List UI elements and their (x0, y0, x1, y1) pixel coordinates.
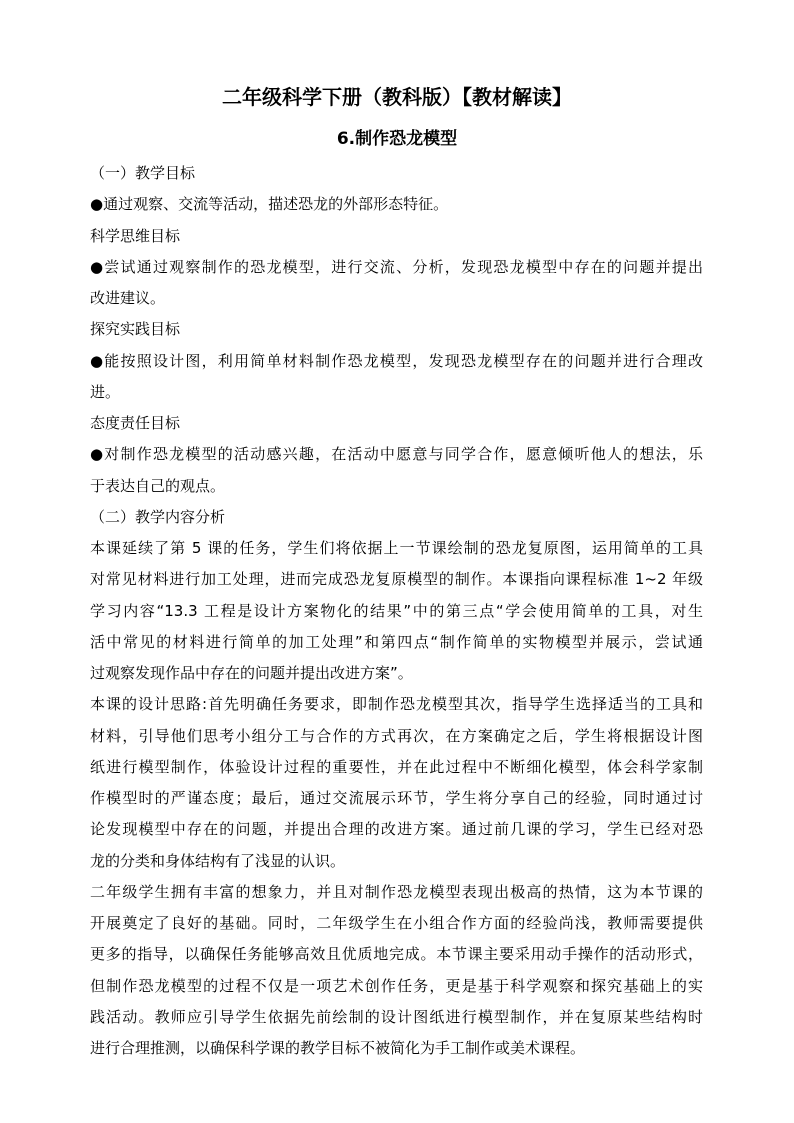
text-line: ●通过观察、交流等活动，描述恐龙的外部形态特征。 (90, 195, 449, 214)
section-teaching-goals (90, 158, 703, 502)
text-line: 更多的指导，以确保任务能够高效且优质地完成。本节课主要采用动手操作的活动形式， (90, 945, 703, 964)
text-line: 践活动。教师应引导学生依据先前绘制的设计图纸进行模型制作，并在复原某些结构时 (90, 1007, 703, 1026)
text-line: ●能按照设计图，利用简单材料制作恐龙模型，发现恐龙模型存在的问题并进行合理改 (90, 351, 703, 370)
paragraph (90, 689, 703, 877)
text-line: 过观察发现作品中存在的问题并提出改进方案”。 (90, 664, 413, 682)
text-line: 进。 (90, 382, 121, 401)
text-line: 学习内容“13.3 工程是设计方案物化的结果”中的第三点“学会使用简单的工具，对生 (90, 601, 703, 620)
document-title: 二年级科学下册（教科版）【教材解读】 (222, 85, 572, 109)
text-line: ●尝试通过观察制作的恐龙模型，进行交流、分析，发现恐龙模型中存在的问题并提出 (90, 257, 703, 276)
text-line: 龙的分类和身体结构有了浅显的认识。 (90, 851, 346, 870)
section-heading: （二）教学内容分析 (90, 507, 226, 526)
text-line: 材料，引导他们思考小组分工与合作的方式再次，在方案确定之后，学生将根据设计图 (90, 726, 703, 745)
text-line: 改进建议。 (90, 289, 166, 307)
text-line: 活中常见的材料进行简单的加工处理”和第四点“制作简单的实物模型并展示，尝试通 (90, 632, 703, 651)
section-content-analysis (90, 502, 703, 1065)
text-line: 纸进行模型制作，体验设计过程的重要性，并在此过程中不断细化模型，体会科学家制 (90, 757, 703, 776)
lesson-title: 6.制作恐龙模型 (336, 129, 458, 149)
text-line: 开展奠定了良好的基础。同时，二年级学生在小组合作方面的经验尚浅，教师需要提供 (90, 914, 703, 932)
text-line: 论发现模型中存在的问题，并提出合理的改进方案。通过前几课的学习，学生已经对恐 (90, 820, 703, 839)
paragraph (90, 877, 703, 1065)
text-line: 本课的设计思路:首先明确任务要求，即制作恐龙模型其次，指导学生选择适当的工具和 (90, 695, 703, 714)
text-line: 但制作恐龙模型的过程不仅是一项艺术创作任务，更是基于科学观察和探究基础上的实 (90, 976, 703, 995)
goal-label: 态度责任目标 (90, 414, 181, 432)
paragraph (90, 533, 703, 689)
text-line: 进行合理推测，以确保科学课的教学目标不被简化为手工制作或美术课程。 (90, 1039, 586, 1057)
text-line: 对常见材料进行加工处理，进而完成恐龙复原模型的制作。本课指向课程标准 1~2 年级 (90, 570, 703, 589)
section-heading: （一）教学目标 (90, 164, 196, 182)
document-body (90, 158, 703, 1064)
goal-label: 探究实践目标 (90, 320, 181, 339)
text-line: 于表达自己的观点。 (90, 476, 226, 495)
text-line: 本课延续了第 5 课的任务，学生们将依据上一节课绘制的恐龙复原图，运用简单的工具 (90, 539, 703, 557)
text-line: 二年级学生拥有丰富的想象力，并且对制作恐龙模型表现出极高的热情，这为本节课的 (90, 882, 703, 901)
text-line: 作模型时的严谨态度；最后，通过交流展示环节，学生将分享自己的经验，同时通过讨 (90, 789, 703, 807)
text-line: ●对制作恐龙模型的活动感兴趣，在活动中愿意与同学合作，愿意倾听他人的想法，乐 (90, 445, 703, 464)
goal-label: 科学思维目标 (90, 226, 181, 245)
